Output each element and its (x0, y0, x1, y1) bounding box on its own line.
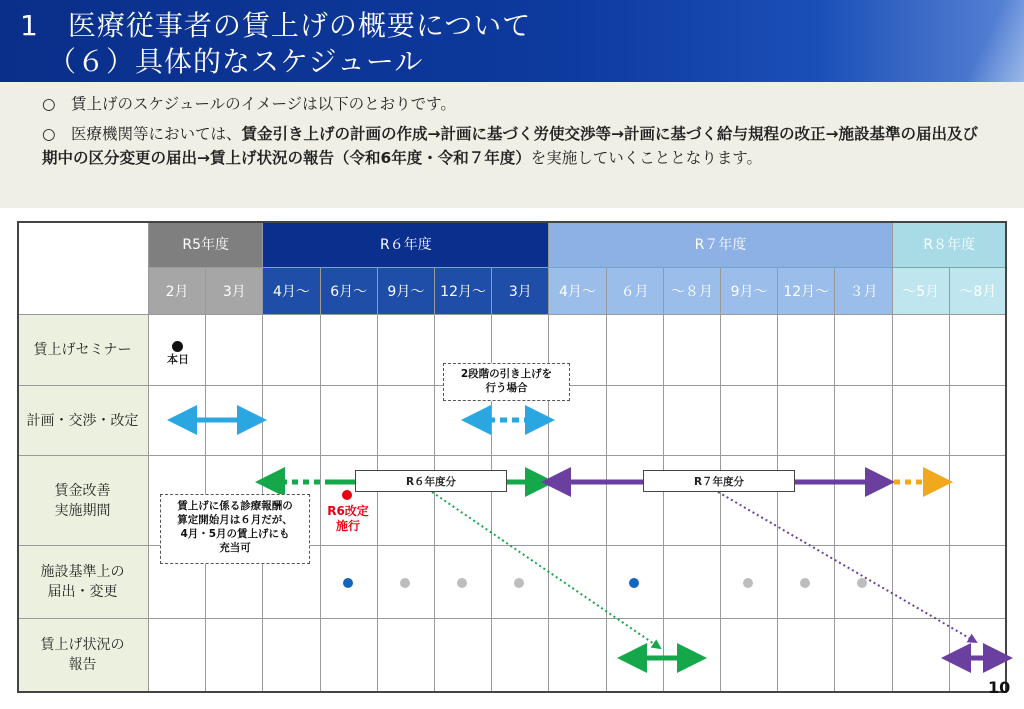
month-header: 3月 (492, 268, 549, 315)
facility-dot-gray (514, 578, 524, 588)
row-label: 施設基準上の 届出・変更 (17, 546, 149, 619)
facility-dot-gray (457, 578, 467, 588)
seminar-day-label: 本日 (167, 353, 189, 366)
month-header: 9月～ (721, 268, 778, 315)
month-header: ６月 (607, 268, 664, 315)
year-header: R７年度 (549, 221, 892, 268)
intro-bullet-2: ○ 医療機関等においては、賃金引き上げの計画の作成→計画に基づく労使交渉等→計画に基づく給与規程の改正→施設基準の届出及び期中の区分変更の届出→賃上げ状況の報告（令和6年度・令和７年度）を実施していくこととなります。 (42, 125, 978, 167)
month-header: 6月～ (321, 268, 378, 315)
r6-portion-box: R６年度分 (355, 470, 507, 492)
page-number: 10 (988, 678, 1011, 697)
month-header: ～8月 (950, 268, 1007, 315)
facility-dot-gray (400, 578, 410, 588)
revision-label: R6改定 施行 (327, 504, 369, 533)
month-header: 12月～ (778, 268, 835, 315)
row-label: 計画・交渉・改定 (17, 386, 149, 456)
row-label: 賃上げセミナー (17, 315, 149, 386)
r7-portion-box: R７年度分 (643, 470, 795, 492)
month-header: ～5月 (893, 268, 950, 315)
month-header: 12月～ (435, 268, 492, 315)
r6-report-leader (432, 492, 660, 648)
row-label: 賃金改善 実施期間 (17, 456, 149, 546)
row-label: 賃上げ状況の 報告 (17, 619, 149, 692)
page-title: 1 医療従事者の賃上げの概要について (20, 9, 532, 42)
month-header: ～８月 (664, 268, 721, 315)
month-header: 4月～ (549, 268, 606, 315)
revision-dot (342, 490, 352, 500)
intro-bullet-2-emphasis: 賃金引き上げの計画の作成→計画に基づく労使交渉等→計画に基づく給与規程の改正→施設基準の届出及び期中の区分変更の届出→賃上げ状況の報告（令和6年度・令和７年度） (42, 125, 978, 167)
page-subtitle: （６）具体的なスケジュール (48, 45, 424, 78)
month-header: 3月 (206, 268, 263, 315)
month-header: ３月 (835, 268, 892, 315)
facility-dot-gray (743, 578, 753, 588)
facility-dot-gray (857, 578, 867, 588)
facility-dot-gray (800, 578, 810, 588)
facility-dot-blue-r6 (343, 578, 353, 588)
intro-bullet-1: ○ 賃上げのスケジュールのイメージは以下のとおりです。 (42, 95, 456, 113)
note-callout: 賃上げに係る診療報酬の 算定開始月は６月だが、 4月・5月の賃上げにも 充当可 (160, 494, 310, 564)
year-header: R６年度 (263, 221, 549, 268)
seminar-dot (172, 341, 183, 352)
facility-dot-blue-r7 (629, 578, 639, 588)
r7-report-leader (718, 492, 976, 642)
year-header: R８年度 (893, 221, 1007, 268)
month-header: 2月 (149, 268, 206, 315)
two-stage-callout: 2段階の引き上げを 行う場合 (443, 363, 570, 401)
month-header: 4月～ (263, 268, 320, 315)
month-header: 9月～ (378, 268, 435, 315)
year-header: R5年度 (149, 221, 263, 268)
